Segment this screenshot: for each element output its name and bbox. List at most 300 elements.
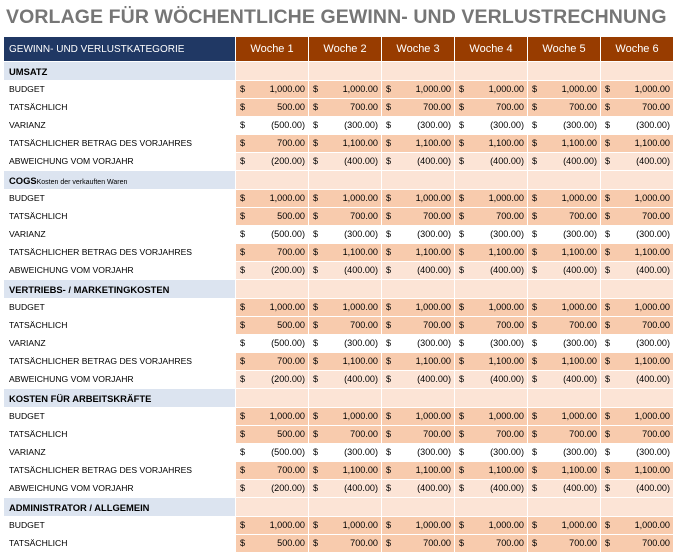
cell-amount: (400.00) [636,265,670,275]
section-header-cell [527,280,600,299]
value-cell[interactable] [600,444,673,462]
cell-amount: (200.00) [271,156,305,166]
cell-amount: 1,100.00 [561,465,597,475]
value-cell[interactable] [235,335,308,353]
cell-amount: (400.00) [563,374,597,384]
currency-symbol: $ [313,84,319,94]
cell-amount: (400.00) [417,483,451,493]
currency-symbol: $ [240,483,246,493]
header-category: GEWINN- UND VERLUSTKATEGORIE [4,37,235,62]
value-cell[interactable] [527,81,600,99]
cell-amount: 700.00 [423,102,451,112]
cell-amount: (300.00) [417,447,451,457]
cell-amount: (300.00) [636,447,670,457]
cell-amount: 700.00 [496,211,524,221]
value-cell[interactable] [600,153,673,171]
section-header-cell [308,389,381,408]
currency-symbol: $ [313,411,319,421]
cell-amount: 1,100.00 [634,247,670,257]
section-header-cell [235,389,308,408]
value-cell[interactable] [600,426,673,444]
value-cell[interactable] [235,371,308,389]
table-body [4,62,673,553]
section-header-row [4,280,673,299]
value-cell[interactable] [381,408,454,426]
currency-symbol: $ [240,411,246,421]
value-cell[interactable] [308,226,381,244]
currency-symbol: $ [240,193,246,203]
value-cell[interactable] [527,226,600,244]
section-header-cell [454,280,527,299]
value-cell[interactable] [308,190,381,208]
value-cell[interactable] [308,480,381,498]
value-cell[interactable] [381,81,454,99]
currency-symbol: $ [240,465,246,475]
value-cell[interactable] [600,408,673,426]
currency-symbol: $ [532,229,538,239]
row-label: ABWEICHUNG VOM VORJAHR [4,480,235,498]
currency-symbol: $ [605,429,611,439]
value-cell[interactable] [454,81,527,99]
cell-amount: 700.00 [642,102,670,112]
value-cell[interactable] [235,262,308,280]
cell-amount: 1,100.00 [634,465,670,475]
table-row [4,99,673,117]
value-cell[interactable] [381,335,454,353]
currency-symbol: $ [386,447,392,457]
currency-symbol: $ [386,320,392,330]
value-cell[interactable] [235,517,308,535]
currency-symbol: $ [532,520,538,530]
cell-amount: (300.00) [344,229,378,239]
currency-symbol: $ [532,374,538,384]
value-cell[interactable] [381,535,454,553]
value-cell[interactable] [308,426,381,444]
cell-amount: (400.00) [490,483,524,493]
cell-amount: 1,100.00 [342,356,378,366]
value-cell[interactable] [527,135,600,153]
value-cell[interactable] [235,535,308,553]
cell-amount: 700.00 [277,247,305,257]
value-cell[interactable] [600,317,673,335]
section-header-cell [454,62,527,81]
value-cell[interactable] [527,117,600,135]
cell-amount: 1,100.00 [488,138,524,148]
value-cell[interactable] [308,317,381,335]
cell-amount: 1,000.00 [269,520,305,530]
section-header-cell [600,280,673,299]
currency-symbol: $ [605,374,611,384]
value-cell[interactable] [527,535,600,553]
row-label: TATSÄCHLICHER BETRAG DES VORJAHRES [4,244,235,262]
header-week-3: Woche 3 [381,37,454,62]
currency-symbol: $ [532,429,538,439]
cell-amount: 1,000.00 [342,84,378,94]
currency-symbol: $ [459,138,465,148]
table-row [4,444,673,462]
value-cell[interactable] [454,208,527,226]
value-cell[interactable] [235,353,308,371]
value-cell[interactable] [454,335,527,353]
value-cell[interactable] [308,117,381,135]
section-header-cell [381,498,454,517]
value-cell[interactable] [454,462,527,480]
value-cell[interactable] [381,190,454,208]
value-cell[interactable] [600,190,673,208]
section-header-cell [308,280,381,299]
cell-amount: 1,000.00 [488,520,524,530]
currency-symbol: $ [532,302,538,312]
currency-symbol: $ [313,156,319,166]
currency-symbol: $ [386,538,392,548]
cell-amount: 1,100.00 [342,247,378,257]
currency-symbol: $ [386,302,392,312]
table-row [4,317,673,335]
value-cell[interactable] [527,299,600,317]
value-cell[interactable] [308,153,381,171]
value-cell[interactable] [600,99,673,117]
currency-symbol: $ [605,302,611,312]
value-cell[interactable] [454,408,527,426]
cell-amount: 1,000.00 [634,84,670,94]
currency-symbol: $ [313,483,319,493]
table-row [4,299,673,317]
value-cell[interactable] [381,153,454,171]
currency-symbol: $ [386,156,392,166]
section-title-text: COGS [9,174,37,186]
value-cell[interactable] [454,480,527,498]
row-label: TATSÄCHLICH [4,426,235,444]
currency-symbol: $ [459,411,465,421]
cell-amount: 500.00 [277,102,305,112]
value-cell[interactable] [527,262,600,280]
value-cell[interactable] [308,208,381,226]
cell-amount: 700.00 [350,320,378,330]
cell-amount: 1,000.00 [415,302,451,312]
value-cell[interactable] [454,153,527,171]
section-header-cell [527,62,600,81]
value-cell[interactable] [454,426,527,444]
value-cell[interactable] [381,480,454,498]
value-cell[interactable] [454,226,527,244]
cell-amount: 700.00 [350,211,378,221]
value-cell[interactable] [600,335,673,353]
value-cell[interactable] [235,462,308,480]
cell-amount: 1,000.00 [415,411,451,421]
currency-symbol: $ [240,538,246,548]
cell-amount: (400.00) [490,265,524,275]
value-cell[interactable] [381,117,454,135]
cell-amount: 1,100.00 [415,247,451,257]
value-cell[interactable] [527,426,600,444]
cell-amount: 1,000.00 [342,520,378,530]
value-cell[interactable] [527,99,600,117]
header-week-5: Woche 5 [527,37,600,62]
cell-amount: (300.00) [563,120,597,130]
section-header-cell [235,498,308,517]
cell-amount: 500.00 [277,320,305,330]
value-cell[interactable] [235,444,308,462]
value-cell[interactable] [308,517,381,535]
table-row [4,517,673,535]
value-cell[interactable] [235,408,308,426]
value-cell[interactable] [454,317,527,335]
currency-symbol: $ [605,265,611,275]
section-title-text: ADMINISTRATOR / ALLGEMEIN [9,501,150,513]
currency-symbol: $ [605,84,611,94]
currency-symbol: $ [605,211,611,221]
currency-symbol: $ [386,356,392,366]
cell-amount: (300.00) [563,338,597,348]
cell-amount: 1,000.00 [269,302,305,312]
currency-symbol: $ [240,374,246,384]
value-cell[interactable] [308,335,381,353]
value-cell[interactable] [454,190,527,208]
value-cell[interactable] [600,371,673,389]
value-cell[interactable] [308,99,381,117]
value-cell[interactable] [308,81,381,99]
value-cell[interactable] [235,299,308,317]
value-cell[interactable] [600,244,673,262]
cell-amount: 1,100.00 [488,247,524,257]
profit-loss-table [4,37,673,553]
value-cell[interactable] [381,299,454,317]
section-header-cell [308,171,381,190]
cell-amount: 1,100.00 [561,356,597,366]
value-cell[interactable] [527,408,600,426]
value-cell[interactable] [600,517,673,535]
section-header-cell [308,498,381,517]
currency-symbol: $ [532,247,538,257]
value-cell[interactable] [454,117,527,135]
currency-symbol: $ [313,520,319,530]
table-row [4,117,673,135]
value-cell[interactable] [527,480,600,498]
value-cell[interactable] [454,353,527,371]
value-cell[interactable] [600,353,673,371]
value-cell[interactable] [454,99,527,117]
cell-amount: (400.00) [344,483,378,493]
value-cell[interactable] [381,353,454,371]
currency-symbol: $ [459,320,465,330]
cell-amount: (400.00) [344,156,378,166]
value-cell[interactable] [235,81,308,99]
value-cell[interactable] [454,535,527,553]
value-cell[interactable] [235,135,308,153]
value-cell[interactable] [235,153,308,171]
currency-symbol: $ [240,120,246,130]
value-cell[interactable] [381,262,454,280]
cell-amount: 1,100.00 [488,356,524,366]
value-cell[interactable] [527,517,600,535]
value-cell[interactable] [381,371,454,389]
section-title [4,171,235,190]
value-cell[interactable] [527,190,600,208]
value-cell[interactable] [527,244,600,262]
currency-symbol: $ [240,302,246,312]
section-title-text: KOSTEN FÜR ARBEITSKRÄFTE [9,392,152,404]
currency-symbol: $ [313,465,319,475]
section-header-row [4,498,673,517]
value-cell[interactable] [308,244,381,262]
currency-symbol: $ [386,84,392,94]
row-label: TATSÄCHLICH [4,208,235,226]
cell-amount: (400.00) [417,374,451,384]
value-cell[interactable] [381,99,454,117]
value-cell[interactable] [381,444,454,462]
header-week-1: Woche 1 [235,37,308,62]
cell-amount: 1,100.00 [415,138,451,148]
cell-amount: (400.00) [563,156,597,166]
cell-amount: 700.00 [569,429,597,439]
currency-symbol: $ [459,465,465,475]
value-cell[interactable] [308,135,381,153]
value-cell[interactable] [381,317,454,335]
value-cell[interactable] [527,153,600,171]
value-cell[interactable] [308,462,381,480]
currency-symbol: $ [386,520,392,530]
currency-symbol: $ [313,120,319,130]
currency-symbol: $ [313,247,319,257]
value-cell[interactable] [381,462,454,480]
value-cell[interactable] [527,353,600,371]
cell-amount: 700.00 [350,102,378,112]
value-cell[interactable] [235,317,308,335]
value-cell[interactable] [308,371,381,389]
row-label: ABWEICHUNG VOM VORJAHR [4,371,235,389]
table-row [4,371,673,389]
currency-symbol: $ [240,102,246,112]
value-cell[interactable] [381,517,454,535]
section-header-cell [235,62,308,81]
value-cell[interactable] [600,117,673,135]
cell-amount: 1,000.00 [488,193,524,203]
cell-amount: (500.00) [271,447,305,457]
value-cell[interactable] [454,444,527,462]
currency-symbol: $ [240,429,246,439]
value-cell[interactable] [454,517,527,535]
value-cell[interactable] [308,262,381,280]
cell-amount: 1,000.00 [342,411,378,421]
value-cell[interactable] [308,299,381,317]
cell-amount: (200.00) [271,374,305,384]
value-cell[interactable] [527,208,600,226]
value-cell[interactable] [308,444,381,462]
value-cell[interactable] [235,99,308,117]
cell-amount: (400.00) [636,483,670,493]
section-header-row [4,389,673,408]
value-cell[interactable] [454,299,527,317]
value-cell[interactable] [381,244,454,262]
cell-amount: 1,000.00 [269,411,305,421]
value-cell[interactable] [308,353,381,371]
value-cell[interactable] [235,226,308,244]
currency-symbol: $ [240,356,246,366]
section-header-cell [381,280,454,299]
value-cell[interactable] [600,480,673,498]
value-cell[interactable] [600,262,673,280]
currency-symbol: $ [532,356,538,366]
value-cell[interactable] [308,408,381,426]
header-week-6: Woche 6 [600,37,673,62]
currency-symbol: $ [386,211,392,221]
value-cell[interactable] [527,371,600,389]
value-cell[interactable] [527,317,600,335]
cell-amount: (500.00) [271,120,305,130]
value-cell[interactable] [600,135,673,153]
value-cell[interactable] [600,535,673,553]
currency-symbol: $ [313,102,319,112]
value-cell[interactable] [527,462,600,480]
currency-symbol: $ [459,483,465,493]
currency-symbol: $ [532,483,538,493]
value-cell[interactable] [235,190,308,208]
value-cell[interactable] [235,117,308,135]
cell-amount: (300.00) [490,229,524,239]
value-cell[interactable] [454,135,527,153]
value-cell[interactable] [600,81,673,99]
cell-amount: (300.00) [636,229,670,239]
section-header-cell [527,389,600,408]
cell-amount: (400.00) [563,483,597,493]
cell-amount: (300.00) [344,447,378,457]
cell-amount: 1,100.00 [634,356,670,366]
value-cell[interactable] [600,462,673,480]
value-cell[interactable] [600,299,673,317]
currency-symbol: $ [386,120,392,130]
value-cell[interactable] [527,444,600,462]
currency-symbol: $ [313,538,319,548]
currency-symbol: $ [386,411,392,421]
currency-symbol: $ [605,447,611,457]
value-cell[interactable] [308,535,381,553]
currency-symbol: $ [386,429,392,439]
value-cell[interactable] [381,226,454,244]
table-row [4,408,673,426]
header-week-2: Woche 2 [308,37,381,62]
value-cell[interactable] [454,262,527,280]
value-cell[interactable] [600,208,673,226]
cell-amount: 500.00 [277,211,305,221]
currency-symbol: $ [459,120,465,130]
cell-amount: 700.00 [423,211,451,221]
currency-symbol: $ [459,356,465,366]
value-cell[interactable] [454,244,527,262]
value-cell[interactable] [235,244,308,262]
value-cell[interactable] [381,135,454,153]
row-label: TATSÄCHLICH [4,317,235,335]
value-cell[interactable] [381,426,454,444]
value-cell[interactable] [235,426,308,444]
value-cell[interactable] [600,226,673,244]
cell-amount: (400.00) [344,265,378,275]
section-header-cell [454,389,527,408]
currency-symbol: $ [605,483,611,493]
cell-amount: 1,000.00 [415,193,451,203]
value-cell[interactable] [381,208,454,226]
cell-amount: 700.00 [350,429,378,439]
value-cell[interactable] [235,480,308,498]
value-cell[interactable] [454,371,527,389]
value-cell[interactable] [527,335,600,353]
cell-amount: 700.00 [423,320,451,330]
cell-amount: 1,000.00 [561,302,597,312]
table-row [4,226,673,244]
currency-symbol: $ [386,193,392,203]
value-cell[interactable] [235,208,308,226]
table-row [4,208,673,226]
currency-symbol: $ [459,302,465,312]
